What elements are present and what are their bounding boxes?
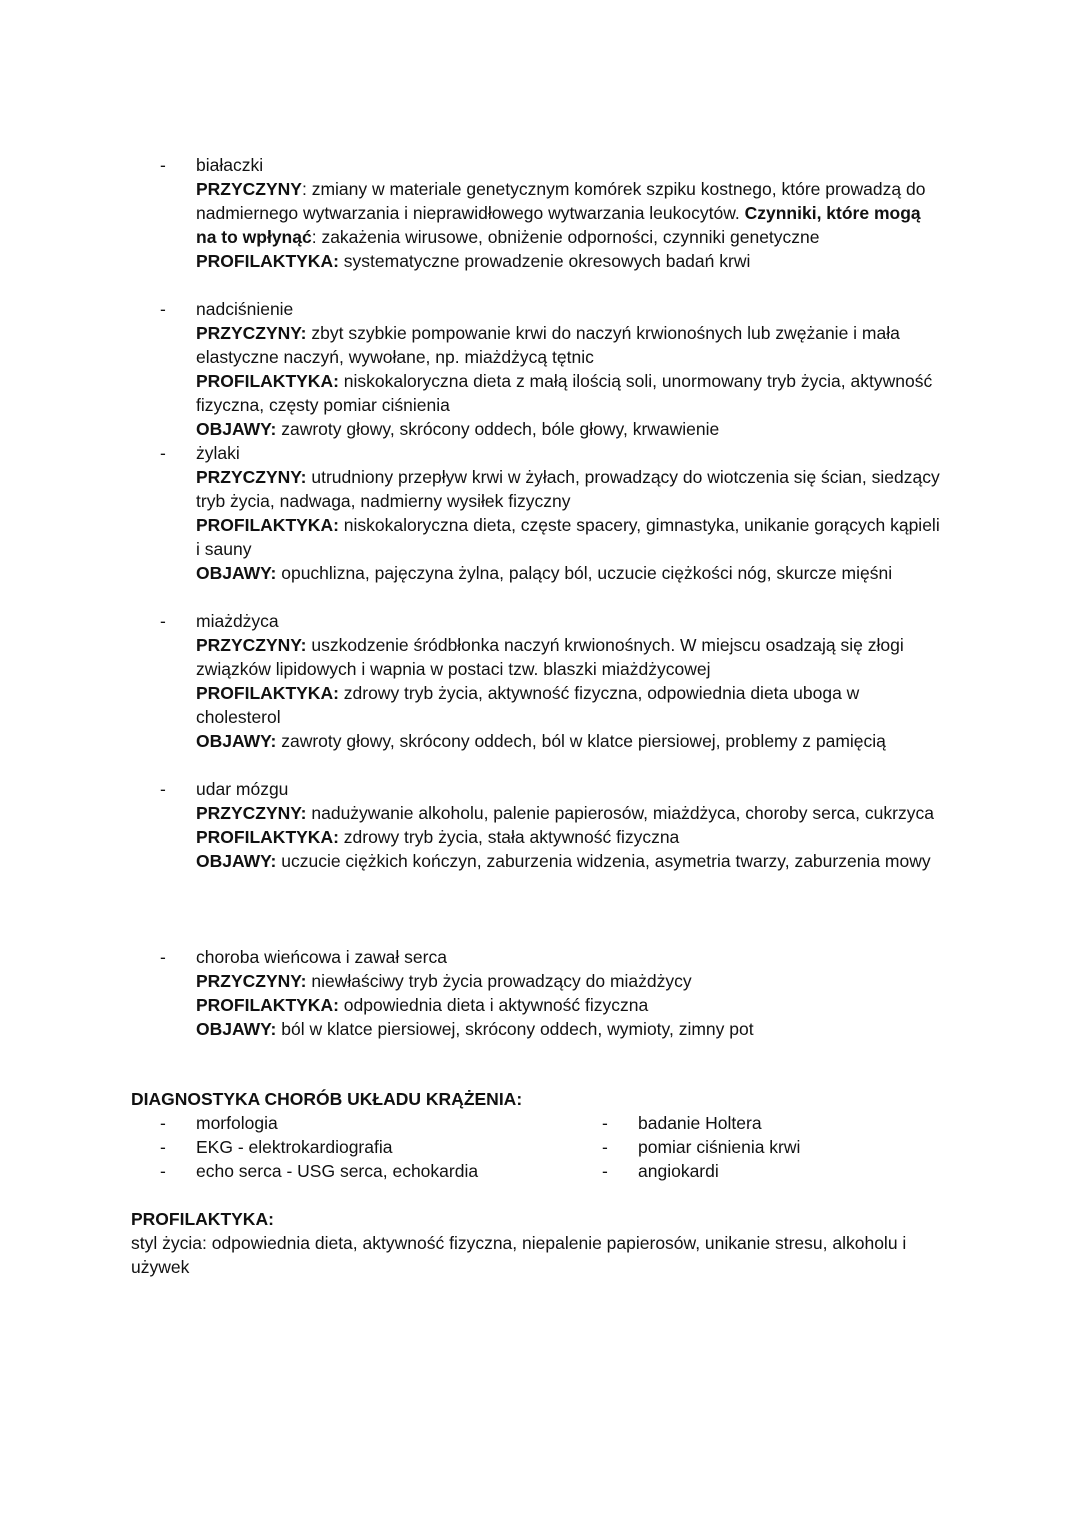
disease-name: miażdżyca <box>196 611 279 631</box>
disease-symptoms <box>196 417 941 441</box>
disease-causes <box>196 801 941 825</box>
prevention-heading: PROFILAKTYKA: <box>131 1209 274 1229</box>
list-bullet: - <box>602 1137 608 1157</box>
prevention-label: PROFILAKTYKA: <box>196 371 339 391</box>
diagnostic-method: EKG - elektrokardiografia <box>196 1137 393 1157</box>
causes-label: PRZYCZYNY: <box>196 635 307 655</box>
disease-name: udar mózgu <box>196 779 289 799</box>
list-item <box>602 1159 1002 1183</box>
list-bullet: - <box>160 443 166 463</box>
diagnostic-method: echo serca - USG serca, echokardia <box>196 1161 479 1181</box>
disease-causes <box>196 321 941 369</box>
disease-name: choroba wieńcowa i zawał serca <box>196 947 447 967</box>
diagnostic-method: angiokardi <box>638 1161 719 1181</box>
symptoms-label: OBJAWY: <box>196 731 277 751</box>
list-bullet: - <box>160 1137 166 1157</box>
disease-symptoms <box>196 561 941 585</box>
diagnostics-list-right <box>602 1111 1002 1183</box>
causes-label: PRZYCZYNY <box>196 179 302 199</box>
disease-causes <box>196 633 941 681</box>
causes-text: nadużywanie alkoholu, palenie papierosów, miażdżyca, choroby serca, cukrzyca <box>306 803 934 823</box>
causes-text: niewłaściwy tryb życia prowadzący do miażdżycy <box>306 971 692 991</box>
disease-prevention <box>196 993 941 1017</box>
symptoms-label: OBJAWY: <box>196 1019 277 1039</box>
disease-body <box>196 153 941 273</box>
causes-text: zbyt szybkie pompowanie krwi do naczyń krwionośnych lub zwężanie i mała elastyczne naczyń, wywołane, np. miażdżycą tętnic <box>196 323 900 367</box>
symptoms-text: opuchlizna, pajęczyna żylna, palący ból, uczucie ciężkości nóg, skurcze mięśni <box>276 563 893 583</box>
disease-symptoms <box>196 849 941 873</box>
symptoms-label: OBJAWY: <box>196 419 277 439</box>
factors-text: : zakażenia wirusowe, obniżenie odporności, czynniki genetyczne <box>311 227 820 247</box>
diagnostic-method: morfologia <box>196 1113 278 1133</box>
diagnostic-method: pomiar ciśnienia krwi <box>638 1137 801 1157</box>
symptoms-label: OBJAWY: <box>196 563 277 583</box>
causes-label: PRZYCZYNY: <box>196 971 307 991</box>
prevention-text: zdrowy tryb życia, stała aktywność fizyczna <box>338 827 680 847</box>
list-bullet: - <box>160 1161 166 1181</box>
symptoms-text: ból w klatce piersiowej, skrócony oddech, wymioty, zimny pot <box>276 1019 754 1039</box>
causes-label: PRZYCZYNY: <box>196 467 307 487</box>
diagnostics-list-left <box>160 1111 560 1183</box>
prevention-text: odpowiednia dieta i aktywność fizyczna <box>338 995 649 1015</box>
list-bullet: - <box>160 299 166 319</box>
causes-text: uszkodzenie śródbłonka naczyń krwionośnych. W miejscu osadzają się złogi związków lipidowych i wapnia w postaci tzw. blaszki miażdżycowej <box>196 635 904 679</box>
disease-causes <box>196 465 941 513</box>
causes-label: PRZYCZYNY: <box>196 803 307 823</box>
disease-symptoms <box>196 729 941 753</box>
causes-text: : zmiany w materiale genetycznym komórek szpiku kostnego, które prowadzą do nadmiernego wytwarzania i nieprawidłowego wytwarzania leukocytów. <box>196 179 926 223</box>
prevention-label: PROFILAKTYKA: <box>196 995 339 1015</box>
causes-text: utrudniony przepływ krwi w żyłach, prowadzący do wiotczenia się ścian, siedzący tryb życia, nadwaga, nadmierny wysiłek fizyczny <box>196 467 940 511</box>
disease-causes <box>196 969 941 993</box>
prevention-text: niskokaloryczna dieta, częste spacery, gimnastyka, unikanie gorących kąpieli i sauny <box>196 515 940 559</box>
prevention-label: PROFILAKTYKA: <box>196 251 339 271</box>
disease-name: białaczki <box>196 155 264 175</box>
list-item <box>160 1111 560 1135</box>
disease-body <box>196 441 941 585</box>
symptoms-text: uczucie ciężkich kończyn, zaburzenia widzenia, asymetria twarzy, zaburzenia mowy <box>276 851 931 871</box>
list-item <box>602 1135 1002 1159</box>
disease-body <box>196 777 941 873</box>
list-bullet: - <box>160 155 166 175</box>
prevention-label: PROFILAKTYKA: <box>196 683 339 703</box>
prevention-label: PROFILAKTYKA: <box>196 515 339 535</box>
disease-prevention <box>196 681 941 729</box>
prevention-text: niskokaloryczna dieta z małą ilością soli, unormowany tryb życia, aktywność fizyczna, częsty pomiar ciśnienia <box>196 371 933 415</box>
symptoms-label: OBJAWY: <box>196 851 277 871</box>
disease-name: nadciśnienie <box>196 299 294 319</box>
list-bullet: - <box>160 947 166 967</box>
symptoms-text: zawroty głowy, skrócony oddech, ból w klatce piersiowej, problemy z pamięcią <box>276 731 886 751</box>
list-bullet: - <box>602 1161 608 1181</box>
list-bullet: - <box>602 1113 608 1133</box>
list-bullet: - <box>160 779 166 799</box>
factors-label: Czynniki, które mogą na to wpłynąć <box>196 203 921 247</box>
disease-symptoms <box>196 1017 941 1041</box>
diagnostics-heading: DIAGNOSTYKA CHORÓB UKŁADU KRĄŻENIA: <box>131 1089 523 1109</box>
list-item <box>602 1111 1002 1135</box>
list-item <box>160 1135 560 1159</box>
disease-prevention <box>196 513 941 561</box>
list-bullet: - <box>160 1113 166 1133</box>
causes-label: PRZYCZYNY: <box>196 323 307 343</box>
prevention-label: PROFILAKTYKA: <box>196 827 339 847</box>
symptoms-text: zawroty głowy, skrócony oddech, bóle głowy, krwawienie <box>276 419 720 439</box>
disease-causes <box>196 177 941 249</box>
disease-body <box>196 297 941 441</box>
disease-prevention <box>196 369 941 417</box>
prevention-text: styl życia: odpowiednia dieta, aktywność fizyczna, niepalenie papierosów, unikanie stresu, alkoholu i używek <box>131 1233 907 1277</box>
prevention-text: systematyczne prowadzenie okresowych badań krwi <box>338 251 751 271</box>
list-bullet: - <box>160 611 166 631</box>
disease-body <box>196 945 941 1041</box>
disease-name: żylaki <box>196 443 240 463</box>
prevention-text: zdrowy tryb życia, aktywność fizyczna, odpowiednia dieta uboga w cholesterol <box>196 683 860 727</box>
diagnostic-method: badanie Holtera <box>638 1113 762 1133</box>
disease-prevention <box>196 249 941 273</box>
disease-prevention <box>196 825 941 849</box>
disease-body <box>196 609 941 753</box>
list-item <box>160 1159 560 1183</box>
